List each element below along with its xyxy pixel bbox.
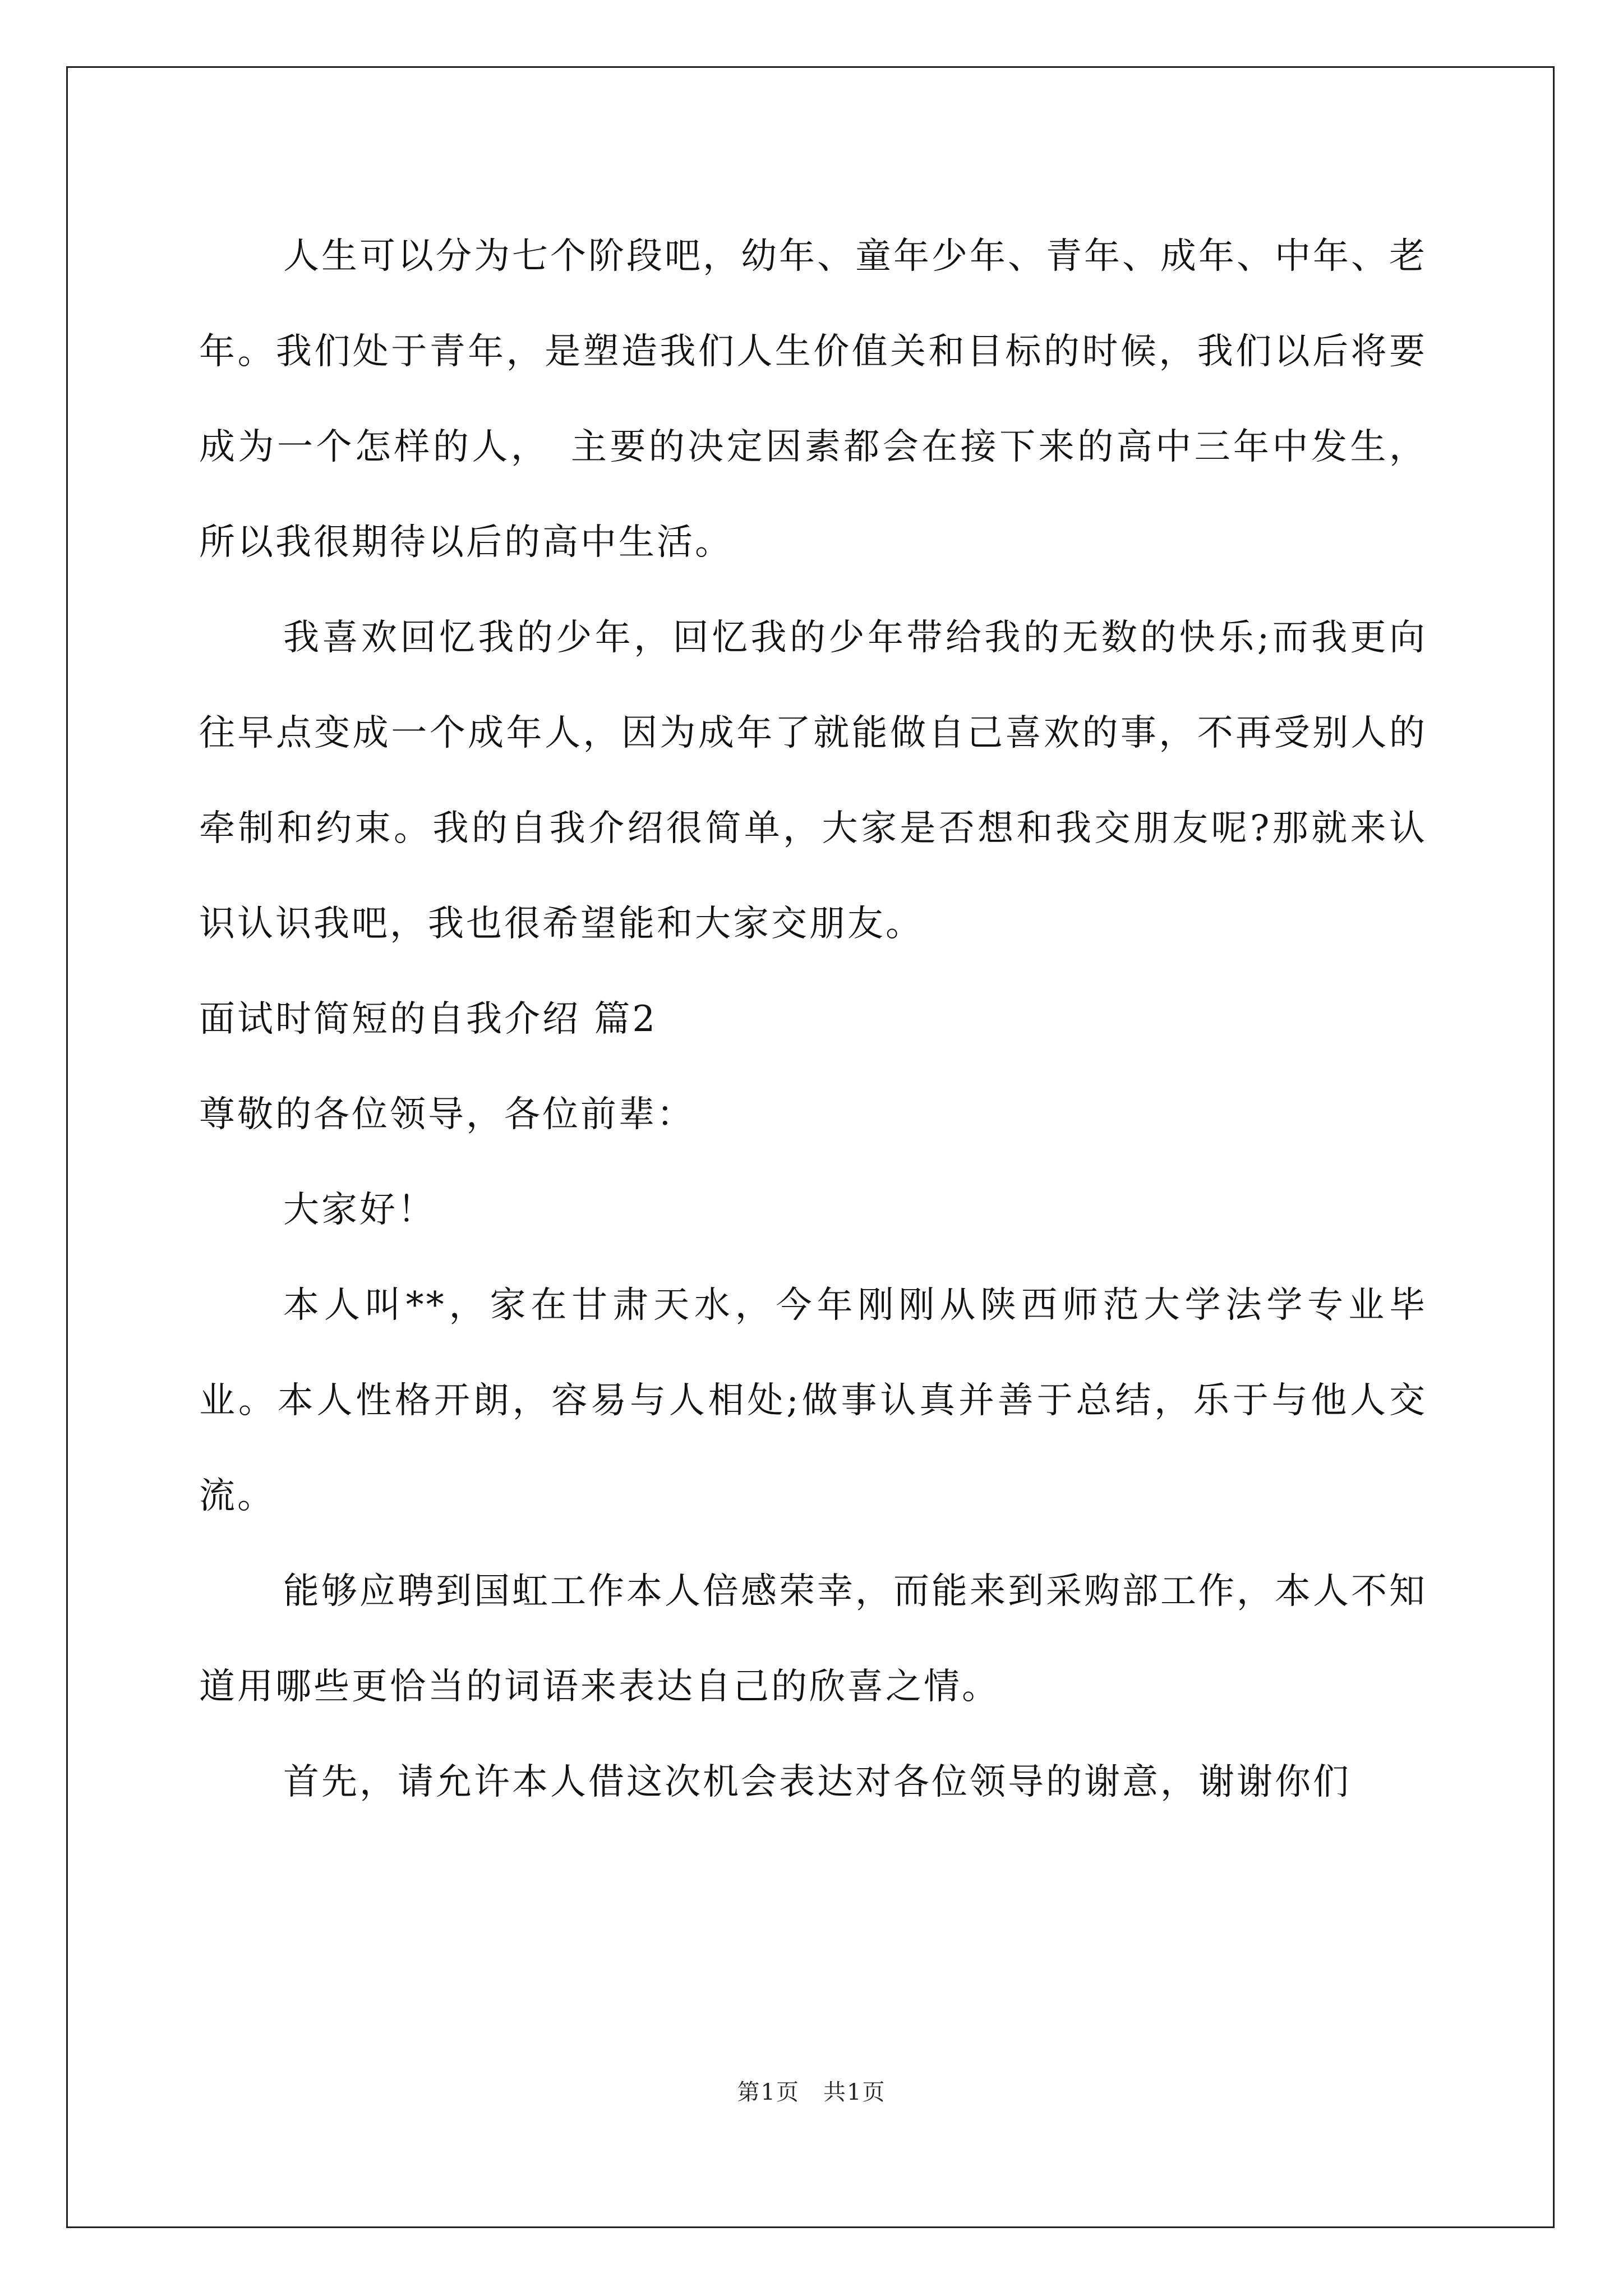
paragraph-honored: 能够应聘到国虹工作本人倍感荣幸，而能来到采购部工作，本人不知道用哪些更恰当的词语来表达自己的欣喜之情。 xyxy=(199,1571,1427,1708)
paragraph-life-stages: 人生可以分为七个阶段吧，幼年、童年少年、青年、成年、中年、老年。我们处于青年，是塑造我们人生价值关和目标的时候，我们以后将要成为一个怎样的人， 主要的决定因素都会在接下来的高中三年中发生，所以我很期待以后的高中生活。 xyxy=(199,236,1427,563)
paragraph-thanks: 首先，请允许本人借这次机会表达对各位领导的谢意，谢谢你们 xyxy=(283,1761,1351,1803)
section-heading: 面试时简短的自我介绍 篇2 xyxy=(199,999,658,1040)
page-number-footer: 第1页 共1页 xyxy=(737,2079,886,2105)
paragraph-youth-memories: 我喜欢回忆我的少年，回忆我的少年带给我的无数的快乐;而我更向往早点变成一个成年人，因为成年了就能做自己喜欢的事，不再受别人的牵制和约束。我的自我介绍很简单，大家是否想和我交朋友呢?那就来认识认识我吧，我也很希望能和大家交朋友。 xyxy=(199,617,1427,945)
paragraph-personal-info: 本人叫**，家在甘肃天水，今年刚刚从陕西师范大学法学专业毕业。本人性格开朗，容易与人相处;做事认真并善于总结，乐于与他人交流。 xyxy=(199,1285,1427,1517)
greeting: 大家好！ xyxy=(283,1189,436,1231)
salutation: 尊敬的各位领导，各位前辈： xyxy=(199,1094,695,1135)
